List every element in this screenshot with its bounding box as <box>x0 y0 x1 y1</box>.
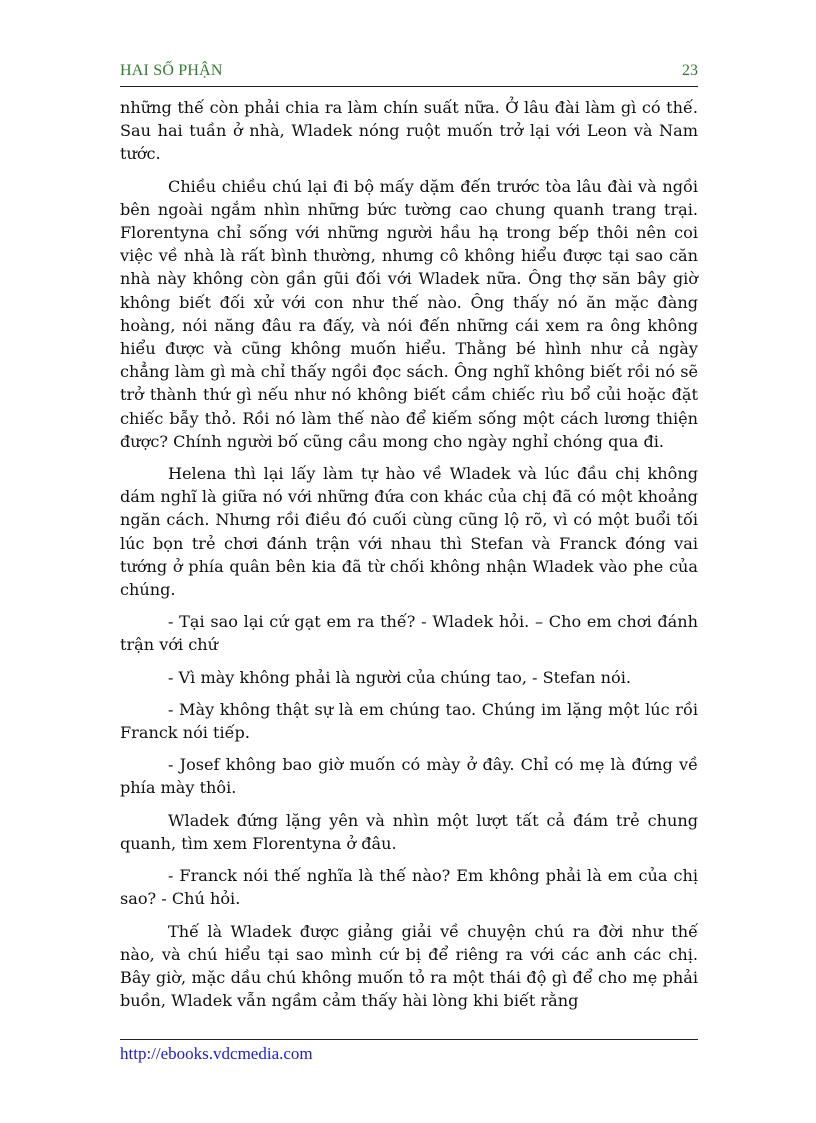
source-link[interactable]: http://ebooks.vdcmedia.com <box>120 1044 313 1063</box>
dialogue-1: - Tại sao lại cứ gạt em ra thế? - Wladek hỏi. – Cho em chơi đánh trận với chứ <box>120 612 698 655</box>
footer-divider <box>120 1039 698 1040</box>
dialogue-5: - Franck nói thế nghĩa là thế nào? Em không phải là em của chị sao? - Chú hỏi. <box>120 866 698 909</box>
paragraph-1: những thế còn phải chia ra làm chín suất nữa. Ở lâu đài làm gì có thế. Sau hai tuần ở nhà, Wladek nóng ruột muốn trở lại với Leon và Nam tước. <box>120 98 698 164</box>
header-divider <box>120 86 698 87</box>
dialogue-4: - Josef không bao giờ muốn có mày ở đây. Chỉ có mẹ là đứng về phía mày thôi. <box>120 755 698 798</box>
book-title: HAI SỐ PHẬN <box>120 62 223 79</box>
dialogue-3: - Mày không thật sự là em chúng tao. Chúng im lặng một lúc rồi Franck nói tiếp. <box>120 699 698 743</box>
page-header <box>120 62 698 86</box>
paragraph-3: Helena thì lại lấy làm tự hào về Wladek và lúc đầu chị không dám nghĩ là giữa nó với những đứa con khác của chị đã có một khoảng ngăn cách. Nhưng rồi điều đó cuối cùng cũng lộ rõ, vì có một buổi tối lúc bọn trẻ chơi đánh trận với nhau thì Stefan và Franck đóng vai tướng ở phía quân bên kia đã từ chối không nhận Wladek vào phe của chúng. <box>120 464 698 600</box>
body-text <box>120 96 698 1021</box>
paragraph-5: Thế là Wladek được giảng giải về chuyện chú ra đời như thế nào, và chú hiểu tại sao mình cứ bị để riêng ra với các anh các chị. Bây giờ, mặc dầu chú không muốn tỏ ra một thái độ gì để cho mẹ phải buồn, Wladek vẫn ngầm cảm thấy hài lòng khi biết rằng <box>120 921 698 1011</box>
page-number: 23 <box>682 62 698 79</box>
paragraph-4: Wladek đứng lặng yên và nhìn một lượt tất cả đám trẻ chung quanh, tìm xem Florentyna ở đâu. <box>120 810 698 853</box>
dialogue-2: - Vì mày không phải là người của chúng tao, - Stefan nói. <box>168 667 631 687</box>
paragraph-2: Chiều chiều chú lại đi bộ mấy dặm đến trước tòa lâu đài và ngồi bên ngoài ngắm nhìn những bức tường cao chung quanh trang trại. Florentyna chỉ sống với những người hầu hạ trong bếp thôi nên coi việc về nhà là rất bình thường, nhưng cô không hiểu được tại sao căn nhà này không còn gần gũi đối với Wladek nữa. Ông thợ săn bây giờ không biết đối xử với con như thế nào. Ông thấy nó ăn mặc đàng hoàng, nói năng đâu ra đấy, và nói đến những cái xem ra ông không hiểu được và cũng không muốn hiểu. Thằng bé hình như cả ngày chẳng làm gì mà chỉ thấy ngồi đọc sách. Ông nghĩ không biết rồi nó sẽ trở thành thứ gì nếu như nó không biết cầm chiếc rìu bổ củi hoặc đặt chiếc bẫy thỏ. Rồi nó làm thế nào để kiếm sống một cách lương thiện được? Chính người bố cũng cầu mong cho ngày nghỉ chóng qua đi. <box>120 176 698 451</box>
